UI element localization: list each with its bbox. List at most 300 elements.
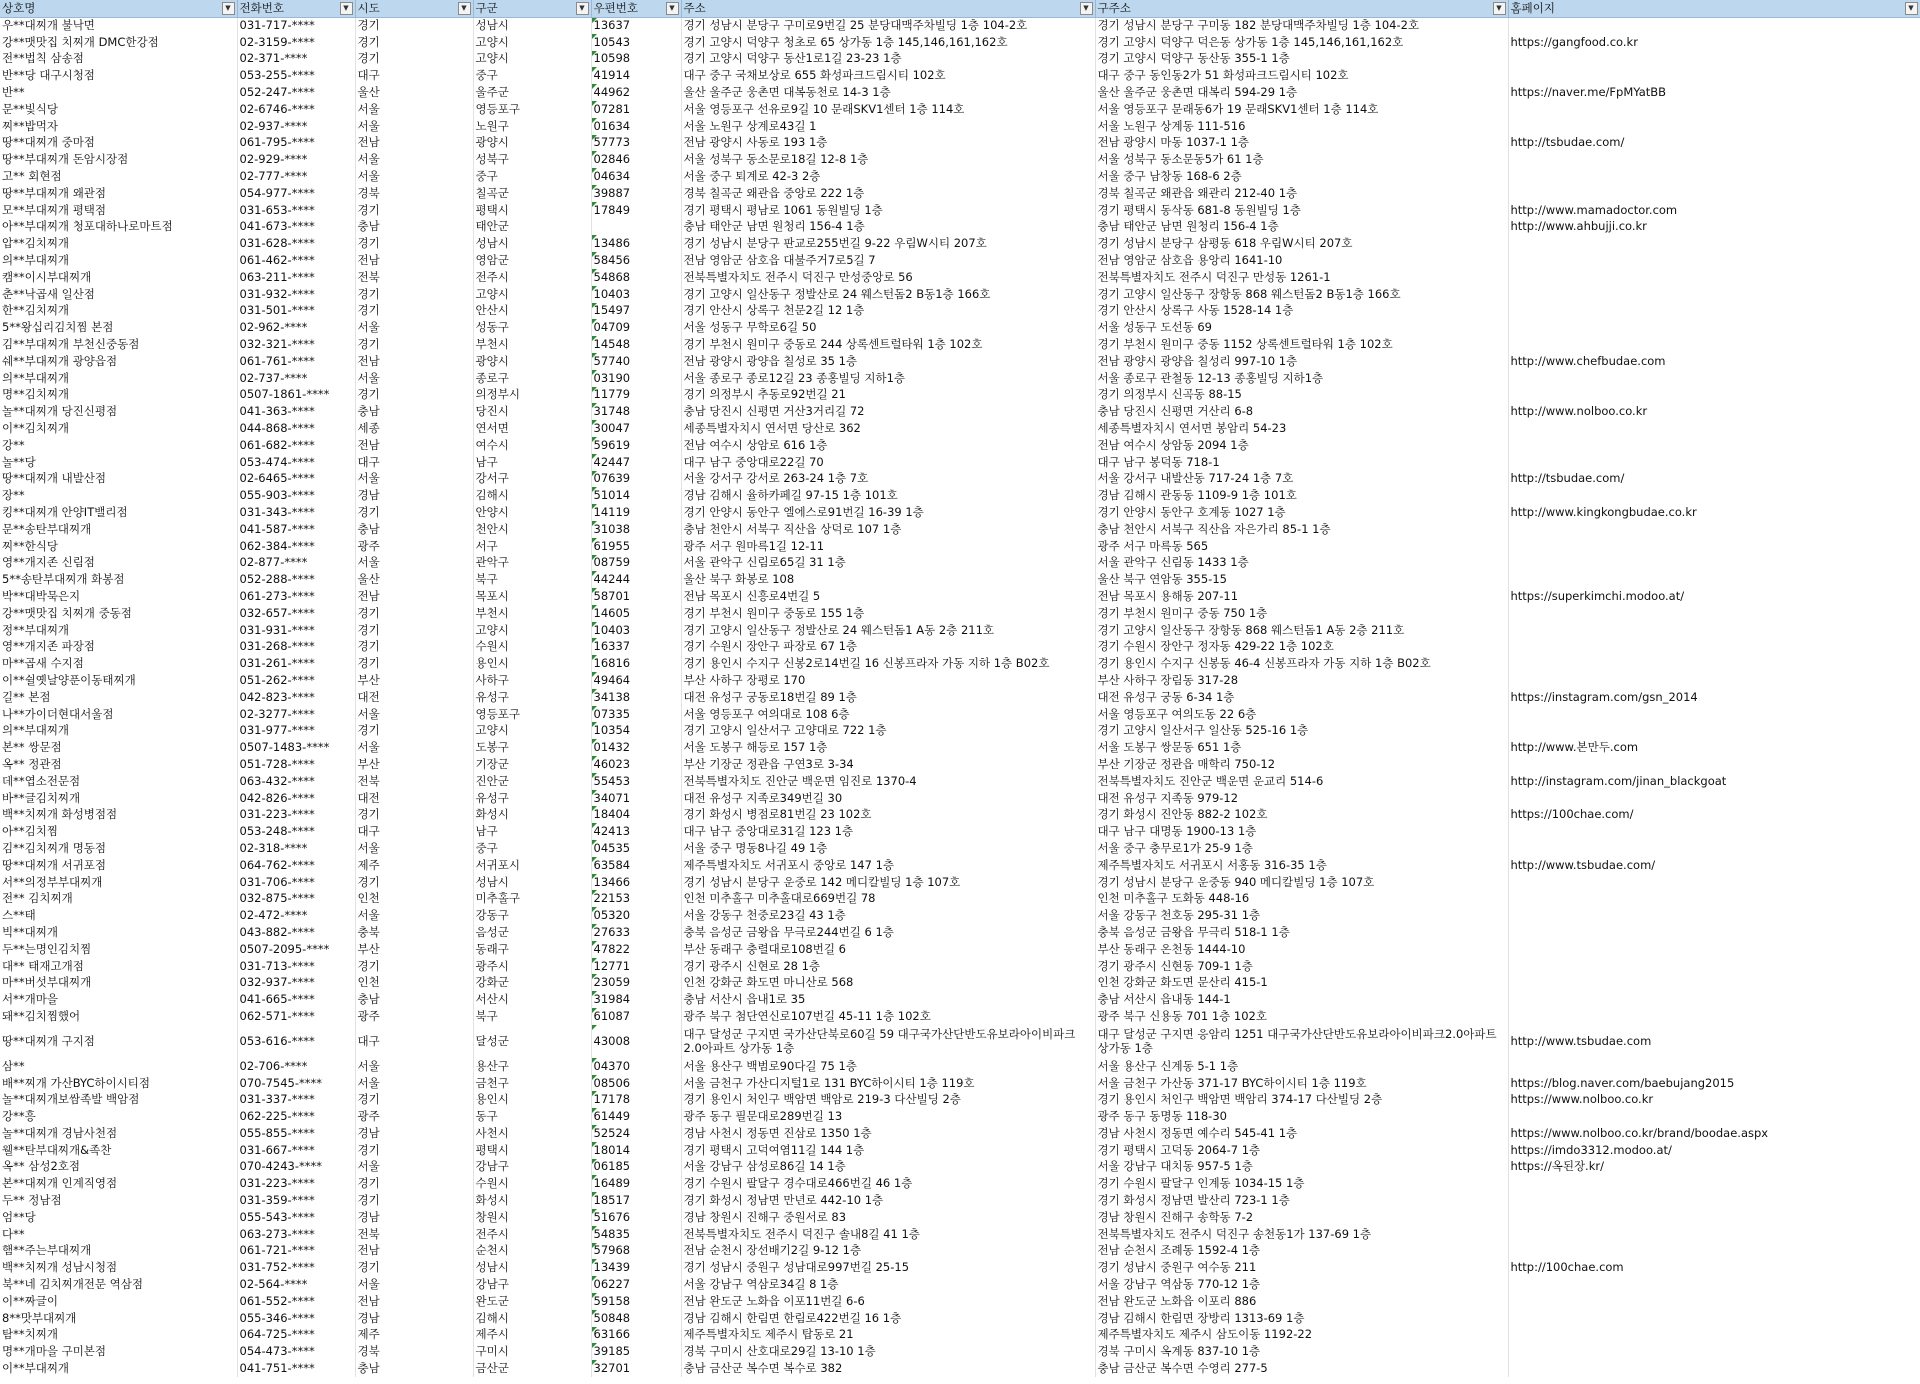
cell-zip-code[interactable]: 10598	[591, 51, 681, 68]
cell-store-name[interactable]: 데**엽소전문점	[0, 773, 237, 790]
cell-phone[interactable]: 052-247-****	[237, 84, 355, 101]
cell-address[interactable]: 서울 영등포구 선유로9길 10 문래SKV1센터 1층 114호	[681, 101, 1095, 118]
cell-phone[interactable]: 02-706-****	[237, 1058, 355, 1075]
cell-district[interactable]: 당진시	[473, 403, 591, 420]
cell-zip-code[interactable]: 42413	[591, 823, 681, 840]
cell-homepage[interactable]	[1508, 555, 1920, 572]
cell-store-name[interactable]: 놀**대찌개보쌈족발 백암점	[0, 1091, 237, 1108]
cell-phone[interactable]: 032-875-****	[237, 890, 355, 907]
cell-zip-code[interactable]: 52524	[591, 1125, 681, 1142]
cell-store-name[interactable]: 본**대찌개 인계직영점	[0, 1175, 237, 1192]
cell-address[interactable]: 제주특별자치도 서귀포시 중앙로 147 1층	[681, 857, 1095, 874]
cell-province[interactable]: 대구	[355, 1025, 473, 1058]
cell-phone[interactable]: 061-682-****	[237, 437, 355, 454]
cell-province[interactable]: 서울	[355, 840, 473, 857]
cell-zip-code[interactable]: 06227	[591, 1276, 681, 1293]
cell-store-name[interactable]: 정**부대찌개	[0, 622, 237, 639]
cell-phone[interactable]: 051-262-****	[237, 672, 355, 689]
cell-phone[interactable]: 031-223-****	[237, 1175, 355, 1192]
cell-address[interactable]: 경북 칠곡군 왜관읍 중앙로 222 1층	[681, 185, 1095, 202]
cell-province[interactable]: 경기	[355, 17, 473, 34]
cell-homepage[interactable]	[1508, 958, 1920, 975]
cell-province[interactable]: 충북	[355, 924, 473, 941]
cell-homepage[interactable]	[1508, 538, 1920, 555]
cell-province[interactable]: 대전	[355, 689, 473, 706]
cell-phone[interactable]: 02-371-****	[237, 51, 355, 68]
cell-old-address[interactable]: 경기 의정부시 신곡동 88-15	[1095, 387, 1508, 404]
cell-district[interactable]: 태안군	[473, 219, 591, 236]
cell-phone[interactable]: 055-903-****	[237, 487, 355, 504]
cell-phone[interactable]: 02-564-****	[237, 1276, 355, 1293]
cell-old-address[interactable]: 경기 수원시 팔달구 인계동 1034-15 1층	[1095, 1175, 1508, 1192]
cell-old-address[interactable]: 충북 음성군 금왕읍 무극리 518-1 1층	[1095, 924, 1508, 941]
cell-homepage[interactable]	[1508, 67, 1920, 84]
cell-old-address[interactable]: 경기 성남시 중원구 여수동 211	[1095, 1259, 1508, 1276]
cell-old-address[interactable]: 경기 수원시 장안구 정자동 429-22 1층 102호	[1095, 638, 1508, 655]
cell-district[interactable]: 여수시	[473, 437, 591, 454]
cell-address[interactable]: 경기 성남시 분당구 판교로255번길 9-22 우림W시티 207호	[681, 235, 1095, 252]
cell-old-address[interactable]: 울산 북구 연암동 355-15	[1095, 571, 1508, 588]
cell-address[interactable]: 서울 중구 퇴계로 42-3 2층	[681, 168, 1095, 185]
cell-phone[interactable]: 0507-2095-****	[237, 941, 355, 958]
cell-zip-code[interactable]: 04634	[591, 168, 681, 185]
cell-province[interactable]: 세종	[355, 420, 473, 437]
cell-province[interactable]: 제주	[355, 1327, 473, 1344]
cell-district[interactable]: 목포시	[473, 588, 591, 605]
cell-store-name[interactable]: 명**김치찌개	[0, 387, 237, 404]
cell-zip-code[interactable]: 05320	[591, 907, 681, 924]
cell-address[interactable]: 경기 고양시 일산서구 고양대로 722 1층	[681, 722, 1095, 739]
cell-district[interactable]: 광양시	[473, 135, 591, 152]
cell-homepage[interactable]	[1508, 252, 1920, 269]
cell-store-name[interactable]: 한**김치찌개	[0, 303, 237, 320]
cell-district[interactable]: 수원시	[473, 1175, 591, 1192]
cell-homepage[interactable]	[1508, 487, 1920, 504]
cell-store-name[interactable]: 김**김치찌개 명동점	[0, 840, 237, 857]
cell-store-name[interactable]: 바**글김치찌개	[0, 790, 237, 807]
cell-address[interactable]: 경기 부천시 원미구 중동로 244 상록센트럴타워 1층 102호	[681, 336, 1095, 353]
cell-store-name[interactable]: 강**맷맛집 치찌개 중동점	[0, 605, 237, 622]
cell-district[interactable]: 용인시	[473, 655, 591, 672]
cell-district[interactable]: 중구	[473, 67, 591, 84]
cell-address[interactable]: 경기 고양시 일산동구 정발산로 24 웨스턴돔2 B동1층 166호	[681, 286, 1095, 303]
cell-store-name[interactable]: 다**	[0, 1226, 237, 1243]
cell-province[interactable]: 경남	[355, 1209, 473, 1226]
cell-homepage[interactable]	[1508, 118, 1920, 135]
cell-district[interactable]: 평택시	[473, 1142, 591, 1159]
cell-district[interactable]: 강남구	[473, 1159, 591, 1176]
cell-zip-code[interactable]: 01634	[591, 118, 681, 135]
cell-zip-code[interactable]: 54835	[591, 1226, 681, 1243]
cell-zip-code[interactable]: 42447	[591, 454, 681, 471]
filter-dropdown-icon[interactable]: ▼	[666, 2, 679, 15]
cell-district[interactable]: 완도군	[473, 1293, 591, 1310]
cell-phone[interactable]: 070-7545-****	[237, 1075, 355, 1092]
cell-zip-code[interactable]: 39185	[591, 1343, 681, 1360]
cell-zip-code[interactable]: 14605	[591, 605, 681, 622]
cell-phone[interactable]: 061-552-****	[237, 1293, 355, 1310]
cell-province[interactable]: 경북	[355, 185, 473, 202]
cell-zip-code[interactable]: 12771	[591, 958, 681, 975]
cell-old-address[interactable]: 서울 용산구 신계동 5-1 1층	[1095, 1058, 1508, 1075]
cell-store-name[interactable]: 강**	[0, 437, 237, 454]
cell-address[interactable]: 인천 강화군 화도면 마니산로 568	[681, 974, 1095, 991]
cell-old-address[interactable]: 경기 용인시 수지구 신봉동 46-4 신봉프라자 가동 지하 1층 B02호	[1095, 655, 1508, 672]
cell-district[interactable]: 부천시	[473, 605, 591, 622]
cell-address[interactable]: 경북 구미시 산호대로29길 13-10 1층	[681, 1343, 1095, 1360]
cell-district[interactable]: 영등포구	[473, 706, 591, 723]
cell-phone[interactable]: 032-937-****	[237, 974, 355, 991]
cell-store-name[interactable]: 서**의정부부대찌개	[0, 874, 237, 891]
cell-zip-code[interactable]: 57968	[591, 1243, 681, 1260]
cell-phone[interactable]: 064-762-****	[237, 857, 355, 874]
cell-district[interactable]: 남구	[473, 823, 591, 840]
cell-old-address[interactable]: 서울 금천구 가산동 371-17 BYC하이시티 1층 119호	[1095, 1075, 1508, 1092]
cell-address[interactable]: 전북특별자치도 전주시 덕진구 만성중앙로 56	[681, 269, 1095, 286]
cell-store-name[interactable]: 땅**대찌개 서귀포점	[0, 857, 237, 874]
cell-province[interactable]: 경기	[355, 202, 473, 219]
cell-old-address[interactable]: 경기 성남시 분당구 운중동 940 메디칼빌딩 1층 107호	[1095, 874, 1508, 891]
cell-phone[interactable]: 061-462-****	[237, 252, 355, 269]
cell-zip-code[interactable]: 04370	[591, 1058, 681, 1075]
cell-old-address[interactable]: 광주 동구 동명동 118-30	[1095, 1108, 1508, 1125]
cell-address[interactable]: 전남 영암군 삼호읍 대불주거7로5길 7	[681, 252, 1095, 269]
header-address[interactable]	[681, 0, 1095, 17]
cell-address[interactable]: 대구 남구 중앙대로31길 123 1층	[681, 823, 1095, 840]
cell-zip-code[interactable]: 07335	[591, 706, 681, 723]
cell-address[interactable]: 경기 부천시 원미구 중동로 155 1층	[681, 605, 1095, 622]
cell-homepage[interactable]	[1508, 941, 1920, 958]
cell-address[interactable]: 서울 종로구 종로12길 23 종홍빌딩 지하1층	[681, 370, 1095, 387]
cell-district[interactable]: 서산시	[473, 991, 591, 1008]
cell-old-address[interactable]: 경기 화성시 정남면 발산리 723-1 1층	[1095, 1192, 1508, 1209]
cell-zip-code[interactable]: 51014	[591, 487, 681, 504]
cell-old-address[interactable]: 충남 태안군 남면 원청리 156-4 1층	[1095, 219, 1508, 236]
cell-phone[interactable]: 02-6465-****	[237, 471, 355, 488]
cell-zip-code[interactable]: 10354	[591, 722, 681, 739]
cell-store-name[interactable]: 삼**	[0, 1058, 237, 1075]
cell-zip-code[interactable]: 47822	[591, 941, 681, 958]
cell-homepage[interactable]	[1508, 1175, 1920, 1192]
cell-phone[interactable]: 062-225-****	[237, 1108, 355, 1125]
cell-zip-code[interactable]: 63166	[591, 1327, 681, 1344]
cell-zip-code[interactable]: 08759	[591, 555, 681, 572]
cell-address[interactable]: 경기 고양시 일산동구 정발산로 24 웨스턴돔1 A동 2층 211호	[681, 622, 1095, 639]
cell-district[interactable]: 고양시	[473, 34, 591, 51]
cell-address[interactable]: 경기 화성시 병점로81번길 23 102호	[681, 806, 1095, 823]
cell-phone[interactable]: 063-273-****	[237, 1226, 355, 1243]
cell-province[interactable]: 경기	[355, 638, 473, 655]
cell-address[interactable]: 서울 도봉구 해등로 157 1층	[681, 739, 1095, 756]
cell-district[interactable]: 수원시	[473, 638, 591, 655]
cell-old-address[interactable]: 경기 부천시 원미구 중동 1152 상록센트럴타워 1층 102호	[1095, 336, 1508, 353]
cell-store-name[interactable]: 영**개지존 신림점	[0, 555, 237, 572]
cell-province[interactable]: 광주	[355, 538, 473, 555]
cell-store-name[interactable]: 8**맛부대찌개	[0, 1310, 237, 1327]
cell-homepage[interactable]: http://www.nolboo.co.kr	[1508, 403, 1920, 420]
cell-address[interactable]: 전북특별자치도 진안군 백운면 임진로 1370-4	[681, 773, 1095, 790]
cell-old-address[interactable]: 충남 서산시 읍내동 144-1	[1095, 991, 1508, 1008]
cell-district[interactable]: 광주시	[473, 958, 591, 975]
cell-address[interactable]: 서울 관악구 신림로65길 31 1층	[681, 555, 1095, 572]
cell-phone[interactable]: 054-977-****	[237, 185, 355, 202]
cell-address[interactable]: 대구 달성군 구지면 국가산단북로60길 59 대구국가산단반도유보라아이비파크2.0아파트 상가동 1층	[681, 1025, 1095, 1058]
cell-store-name[interactable]: 아**김치찜	[0, 823, 237, 840]
cell-old-address[interactable]: 충남 금산군 복수면 수영리 277-5	[1095, 1360, 1508, 1377]
cell-province[interactable]: 충남	[355, 991, 473, 1008]
cell-zip-code[interactable]: 13486	[591, 235, 681, 252]
cell-old-address[interactable]: 충남 당진시 신평면 거산리 6-8	[1095, 403, 1508, 420]
cell-zip-code[interactable]	[591, 219, 681, 236]
cell-district[interactable]: 중구	[473, 840, 591, 857]
cell-zip-code[interactable]: 30047	[591, 420, 681, 437]
cell-old-address[interactable]: 경기 광주시 신현동 709-1 1층	[1095, 958, 1508, 975]
cell-old-address[interactable]: 서울 영등포구 여의도동 22 6층	[1095, 706, 1508, 723]
cell-province[interactable]: 대구	[355, 67, 473, 84]
cell-zip-code[interactable]: 17178	[591, 1091, 681, 1108]
cell-phone[interactable]: 031-261-****	[237, 655, 355, 672]
cell-zip-code[interactable]: 55453	[591, 773, 681, 790]
cell-old-address[interactable]: 대전 유성구 지족동 979-12	[1095, 790, 1508, 807]
cell-address[interactable]: 경기 안산시 상록구 천문2길 12 1층	[681, 303, 1095, 320]
cell-old-address[interactable]: 서울 관악구 신림동 1433 1층	[1095, 555, 1508, 572]
cell-phone[interactable]: 032-657-****	[237, 605, 355, 622]
cell-province[interactable]: 인천	[355, 974, 473, 991]
cell-old-address[interactable]: 경남 김해시 관동동 1109-9 1층 101호	[1095, 487, 1508, 504]
cell-homepage[interactable]	[1508, 571, 1920, 588]
cell-zip-code[interactable]: 44244	[591, 571, 681, 588]
cell-district[interactable]: 사하구	[473, 672, 591, 689]
cell-homepage[interactable]	[1508, 840, 1920, 857]
cell-homepage[interactable]	[1508, 874, 1920, 891]
cell-province[interactable]: 전남	[355, 252, 473, 269]
cell-province[interactable]: 경남	[355, 487, 473, 504]
cell-homepage[interactable]: http://www.tsbudae.com/	[1508, 857, 1920, 874]
cell-homepage[interactable]: http://www.ahbujji.co.kr	[1508, 219, 1920, 236]
cell-province[interactable]: 부산	[355, 756, 473, 773]
cell-district[interactable]: 김해시	[473, 487, 591, 504]
cell-store-name[interactable]: 마**곱새 수지점	[0, 655, 237, 672]
cell-store-name[interactable]: 압**김치찌개	[0, 235, 237, 252]
cell-store-name[interactable]: 나**가이더현대서울점	[0, 706, 237, 723]
cell-homepage[interactable]	[1508, 269, 1920, 286]
cell-homepage[interactable]	[1508, 1209, 1920, 1226]
cell-district[interactable]: 서구	[473, 538, 591, 555]
cell-store-name[interactable]: 엄**당	[0, 1209, 237, 1226]
cell-address[interactable]: 충남 당진시 신평면 거산3거리길 72	[681, 403, 1095, 420]
cell-homepage[interactable]	[1508, 17, 1920, 34]
cell-old-address[interactable]: 광주 북구 신용동 701 1층 102호	[1095, 1008, 1508, 1025]
cell-zip-code[interactable]: 15497	[591, 303, 681, 320]
cell-old-address[interactable]: 세종특별자치시 연서면 봉암리 54-23	[1095, 420, 1508, 437]
cell-province[interactable]: 서울	[355, 1276, 473, 1293]
cell-homepage[interactable]: https://100chae.com/	[1508, 806, 1920, 823]
cell-old-address[interactable]: 인천 미추홀구 도화동 448-16	[1095, 890, 1508, 907]
cell-zip-code[interactable]: 50848	[591, 1310, 681, 1327]
cell-homepage[interactable]	[1508, 1243, 1920, 1260]
cell-store-name[interactable]: 놀**대찌개 당진신평점	[0, 403, 237, 420]
cell-phone[interactable]: 051-728-****	[237, 756, 355, 773]
cell-homepage[interactable]: http://100chae.com	[1508, 1259, 1920, 1276]
cell-homepage[interactable]	[1508, 336, 1920, 353]
cell-district[interactable]: 고양시	[473, 722, 591, 739]
cell-address[interactable]: 광주 북구 첨단연신로107번길 45-11 1층 102호	[681, 1008, 1095, 1025]
cell-address[interactable]: 서울 강남구 역삼로34길 8 1층	[681, 1276, 1095, 1293]
filter-dropdown-icon[interactable]: ▼	[1905, 2, 1918, 15]
cell-province[interactable]: 경기	[355, 1192, 473, 1209]
cell-phone[interactable]: 031-337-****	[237, 1091, 355, 1108]
cell-address[interactable]: 서울 성북구 동소문로18길 12-8 1층	[681, 151, 1095, 168]
cell-province[interactable]: 대구	[355, 823, 473, 840]
cell-homepage[interactable]	[1508, 151, 1920, 168]
cell-province[interactable]: 경기	[355, 1091, 473, 1108]
cell-old-address[interactable]: 울산 울주군 웅촌면 대복리 594-29 1층	[1095, 84, 1508, 101]
cell-store-name[interactable]: 땅**대찌개 중마점	[0, 135, 237, 152]
cell-province[interactable]: 서울	[355, 739, 473, 756]
cell-homepage[interactable]	[1508, 521, 1920, 538]
cell-zip-code[interactable]: 13637	[591, 17, 681, 34]
cell-district[interactable]: 순천시	[473, 1243, 591, 1260]
cell-phone[interactable]: 041-751-****	[237, 1360, 355, 1377]
cell-old-address[interactable]: 경기 성남시 분당구 구미동 182 분당대맥주차빌딩 1층 104-2호	[1095, 17, 1508, 34]
cell-zip-code[interactable]: 11779	[591, 387, 681, 404]
cell-homepage[interactable]	[1508, 907, 1920, 924]
cell-address[interactable]: 전북특별자치도 전주시 덕진구 솔내8길 41 1층	[681, 1226, 1095, 1243]
cell-phone[interactable]: 042-823-****	[237, 689, 355, 706]
cell-district[interactable]: 고양시	[473, 286, 591, 303]
cell-district[interactable]: 동래구	[473, 941, 591, 958]
cell-district[interactable]: 음성군	[473, 924, 591, 941]
cell-district[interactable]: 북구	[473, 1008, 591, 1025]
cell-district[interactable]: 동구	[473, 1108, 591, 1125]
cell-district[interactable]: 종로구	[473, 370, 591, 387]
cell-old-address[interactable]: 대구 중구 동인동2가 51 화성파크드림시티 102호	[1095, 67, 1508, 84]
cell-phone[interactable]: 031-223-****	[237, 806, 355, 823]
cell-homepage[interactable]: https://www.nolboo.co.kr	[1508, 1091, 1920, 1108]
cell-province[interactable]: 전남	[355, 1293, 473, 1310]
cell-homepage[interactable]	[1508, 1192, 1920, 1209]
cell-old-address[interactable]: 경기 안양시 동안구 호계동 1027 1층	[1095, 504, 1508, 521]
cell-province[interactable]: 서울	[355, 471, 473, 488]
cell-zip-code[interactable]: 61955	[591, 538, 681, 555]
cell-province[interactable]: 경기	[355, 722, 473, 739]
cell-old-address[interactable]: 경기 평택시 동삭동 681-8 동원빌딩 1층	[1095, 202, 1508, 219]
cell-homepage[interactable]	[1508, 303, 1920, 320]
cell-province[interactable]: 전북	[355, 773, 473, 790]
cell-district[interactable]: 사천시	[473, 1125, 591, 1142]
cell-homepage[interactable]	[1508, 420, 1920, 437]
cell-district[interactable]: 고양시	[473, 622, 591, 639]
cell-old-address[interactable]: 전남 목포시 용해동 207-11	[1095, 588, 1508, 605]
cell-address[interactable]: 경기 광주시 신현로 28 1층	[681, 958, 1095, 975]
cell-district[interactable]: 성동구	[473, 319, 591, 336]
cell-store-name[interactable]: 전** 김치찌개	[0, 890, 237, 907]
cell-district[interactable]: 제주시	[473, 1327, 591, 1344]
cell-province[interactable]: 경기	[355, 336, 473, 353]
cell-homepage[interactable]	[1508, 823, 1920, 840]
cell-address[interactable]: 제주특별자치도 제주시 탑동로 21	[681, 1327, 1095, 1344]
cell-address[interactable]: 서울 노원구 상계로43길 1	[681, 118, 1095, 135]
cell-phone[interactable]: 031-706-****	[237, 874, 355, 891]
cell-old-address[interactable]: 경남 사천시 정동면 예수리 545-41 1층	[1095, 1125, 1508, 1142]
cell-province[interactable]: 서울	[355, 319, 473, 336]
cell-address[interactable]: 경기 화성시 정남면 만년로 442-10 1층	[681, 1192, 1095, 1209]
cell-phone[interactable]: 031-717-****	[237, 17, 355, 34]
cell-phone[interactable]: 031-713-****	[237, 958, 355, 975]
cell-address[interactable]: 경기 고양시 덕양구 동산1로1길 23-23 1층	[681, 51, 1095, 68]
cell-province[interactable]: 부산	[355, 672, 473, 689]
cell-phone[interactable]: 043-882-****	[237, 924, 355, 941]
cell-province[interactable]: 전북	[355, 1226, 473, 1243]
cell-address[interactable]: 충남 태안군 남면 원청리 156-4 1층	[681, 219, 1095, 236]
cell-district[interactable]: 용인시	[473, 1091, 591, 1108]
cell-phone[interactable]: 041-673-****	[237, 219, 355, 236]
cell-province[interactable]: 경기	[355, 622, 473, 639]
cell-district[interactable]: 유성구	[473, 689, 591, 706]
cell-old-address[interactable]: 전남 광양시 마동 1037-1 1층	[1095, 135, 1508, 152]
cell-zip-code[interactable]: 17849	[591, 202, 681, 219]
cell-store-name[interactable]: 고** 회현점	[0, 168, 237, 185]
cell-province[interactable]: 전남	[355, 437, 473, 454]
cell-phone[interactable]: 031-752-****	[237, 1259, 355, 1276]
cell-zip-code[interactable]: 14119	[591, 504, 681, 521]
cell-homepage[interactable]: http://www.kingkongbudae.co.kr	[1508, 504, 1920, 521]
cell-store-name[interactable]: 강**맷맛집 치찌개 DMC한강점	[0, 34, 237, 51]
cell-homepage[interactable]	[1508, 51, 1920, 68]
cell-zip-code[interactable]: 31748	[591, 403, 681, 420]
cell-store-name[interactable]: 춘**낙곱새 일산점	[0, 286, 237, 303]
cell-address[interactable]: 경기 성남시 분당구 구미로9번길 25 분당대맥주차빌딩 1층 104-2호	[681, 17, 1095, 34]
cell-homepage[interactable]	[1508, 638, 1920, 655]
cell-old-address[interactable]: 경북 칠곡군 왜관읍 왜관리 212-40 1층	[1095, 185, 1508, 202]
cell-phone[interactable]: 053-255-****	[237, 67, 355, 84]
cell-zip-code[interactable]: 61449	[591, 1108, 681, 1125]
cell-phone[interactable]: 031-931-****	[237, 622, 355, 639]
cell-address[interactable]: 경기 안양시 동안구 엘에스로91번길 16-39 1층	[681, 504, 1095, 521]
cell-homepage[interactable]	[1508, 286, 1920, 303]
cell-store-name[interactable]: 배**찌개 가산BYC하이시티점	[0, 1075, 237, 1092]
cell-store-name[interactable]: 강**흥	[0, 1108, 237, 1125]
cell-homepage[interactable]	[1508, 974, 1920, 991]
cell-province[interactable]: 대구	[355, 454, 473, 471]
cell-phone[interactable]: 031-343-****	[237, 504, 355, 521]
cell-homepage[interactable]: https://www.nolboo.co.kr/brand/boodae.aspx	[1508, 1125, 1920, 1142]
cell-old-address[interactable]: 전남 광양시 광양읍 칠성리 997-10 1층	[1095, 353, 1508, 370]
cell-store-name[interactable]: 의**부대찌개	[0, 252, 237, 269]
cell-zip-code[interactable]: 01432	[591, 739, 681, 756]
cell-homepage[interactable]	[1508, 1276, 1920, 1293]
cell-phone[interactable]: 053-616-****	[237, 1025, 355, 1058]
cell-store-name[interactable]: 김**부대찌개 부천신중동점	[0, 336, 237, 353]
cell-province[interactable]: 서울	[355, 151, 473, 168]
cell-zip-code[interactable]: 51676	[591, 1209, 681, 1226]
cell-old-address[interactable]: 경기 안산시 상록구 사동 1528-14 1층	[1095, 303, 1508, 320]
cell-phone[interactable]: 041-665-****	[237, 991, 355, 1008]
cell-store-name[interactable]: 대** 태재고개점	[0, 958, 237, 975]
cell-store-name[interactable]: 찌**한식당	[0, 538, 237, 555]
cell-store-name[interactable]: 박**대박묵은지	[0, 588, 237, 605]
cell-old-address[interactable]: 전남 영암군 삼호읍 용앙리 1641-10	[1095, 252, 1508, 269]
cell-province[interactable]: 경남	[355, 1310, 473, 1327]
cell-province[interactable]: 경기	[355, 286, 473, 303]
cell-store-name[interactable]: 영**개지존 파장점	[0, 638, 237, 655]
cell-old-address[interactable]: 경기 고양시 일산서구 일산동 525-16 1층	[1095, 722, 1508, 739]
cell-zip-code[interactable]: 06185	[591, 1159, 681, 1176]
cell-district[interactable]: 성남시	[473, 235, 591, 252]
cell-homepage[interactable]	[1508, 101, 1920, 118]
cell-zip-code[interactable]: 41914	[591, 67, 681, 84]
cell-phone[interactable]: 055-346-****	[237, 1310, 355, 1327]
